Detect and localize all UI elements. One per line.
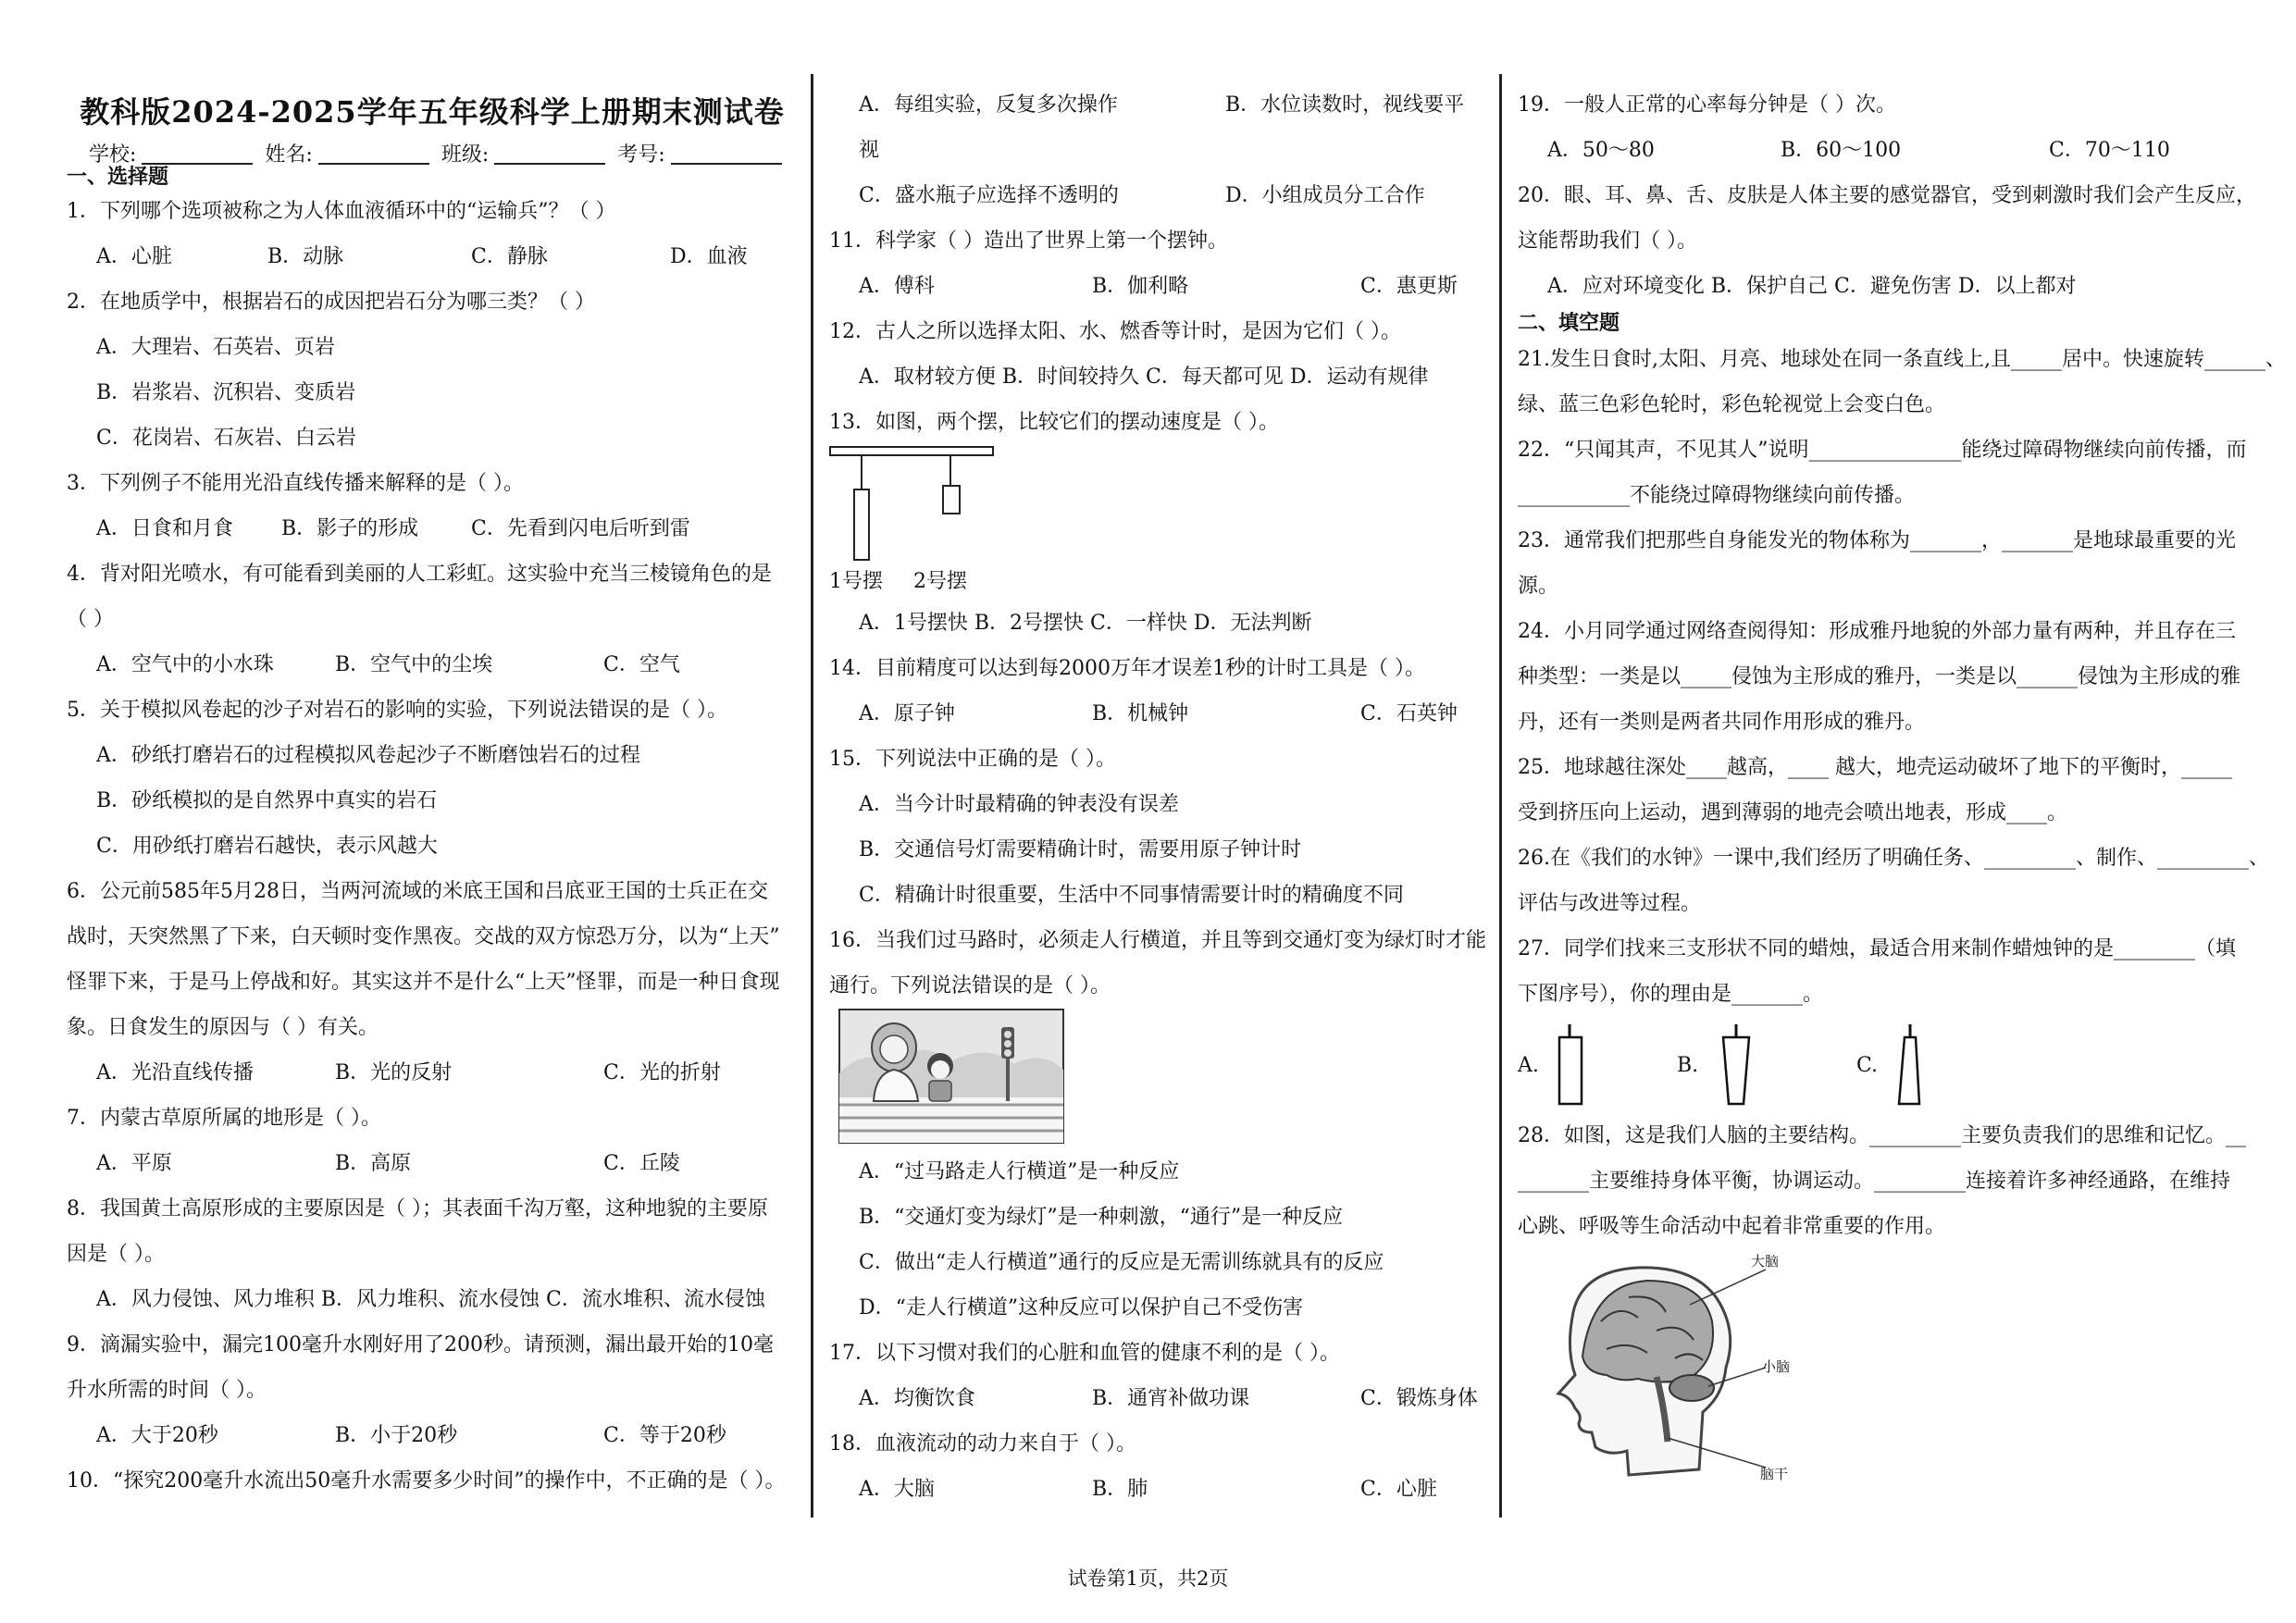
question-6-line-3: 怪罪下来，于是马上停战和好。其实这并不是什么“上天”怪罪，而是一种日食现 [67,971,780,994]
question-24-line-2: 种类型：一类是以_____侵蚀为主形成的雅丹，一类是以______侵蚀为主形成的雅 [1518,665,2241,688]
q10-option-c[interactable]: C．盛水瓶子应选择不透明的 [859,184,1119,207]
q1-options [67,234,798,279]
q2-option-b[interactable]: B．岩浆岩、沉积岩、变质岩 [96,381,356,404]
q4-option-a[interactable]: A．空气中的小水珠 [96,653,274,676]
q17-option-b[interactable]: B．通宵补做功课 [1092,1387,1250,1410]
candle-label-c: C. [1856,1054,1879,1077]
q4-options [67,642,798,688]
q13-options[interactable]: A．1号摆快 B．2号摆快 C．一样快 D．无法判断 [859,612,1312,635]
question-28-line-2: _______主要维持身体平衡，协调运动。_________连接着许多神经通路，在维持 [1518,1170,2231,1193]
question-4: 4．背对阳光喷水，有可能看到美丽的人工彩虹。这实验中充当三棱镜角色的是 [67,563,772,586]
q11-option-b[interactable]: B．伽利略 [1092,275,1189,298]
q10-options-ab [829,82,1486,128]
candle-c-icon [1892,1022,1929,1108]
question-21-line-2: 绿、蓝三色彩色轮时，彩色轮视觉上会变白色。 [1518,393,1946,416]
question-8-line-2: 因是（ ）。 [67,1243,165,1266]
pendulum-support-bar [830,447,993,455]
question-26-line-2: 评估与改进等过程。 [1518,892,1702,915]
column-3 [1518,82,2286,1497]
q18-option-b[interactable]: B．肺 [1092,1478,1148,1501]
question-6-line-1: 6．公元前585年5月28日，当两河流域的米底王国和吕底亚王国的士兵正在交 [67,880,768,903]
pendulum-diagram [829,445,1014,564]
q9-option-c[interactable]: C．等于20秒 [603,1424,726,1447]
candle-b-icon [1719,1022,1756,1108]
q19-option-a[interactable]: A．50～80 [1547,139,1655,162]
pendulum-2-bob [943,486,960,514]
question-23-line-1: 23．通常我们把那些自身能发光的物体称为_______，_______是地球最重要的光 [1518,529,2236,552]
q3-option-c[interactable]: C．先看到闪电后听到雷 [471,517,690,540]
brain-label-brainstem: 脑干 [1760,1466,1789,1482]
q1-option-a[interactable]: A．心脏 [96,245,172,268]
brain-figure [1518,1253,2258,1497]
q10-options-cd [829,173,1486,218]
q10-option-b[interactable]: B．水位读数时，视线要平 [1225,93,1465,117]
q5-option-b[interactable]: B．砂纸模拟的是自然界中真实的岩石 [96,789,438,812]
q14-option-a[interactable]: A．原子钟 [859,702,955,725]
q16-option-d[interactable]: D．“走人行横道”这种反应可以保护自己不受伤害 [859,1296,1304,1319]
question-18: 18．血液流动的动力来自于（ ）。 [829,1432,1136,1456]
q3-option-b[interactable]: B．影子的形成 [281,517,419,540]
q15-option-c[interactable]: C．精确计时很重要，生活中不同事情需要计时的精确度不同 [859,884,1404,907]
q12-options[interactable]: A．取材较方便 B．时间较持久 C．每天都可见 D．运动有规律 [859,365,1429,389]
pendulum-2-label: 2号摆 [913,570,967,593]
question-26-line-1: 26.在《我们的水钟》一课中,我们经历了明确任务、_________、制作、_________、 [1518,847,2269,870]
q15-option-b[interactable]: B．交通信号灯需要精确计时，需要用原子钟计时 [859,838,1302,861]
question-11: 11．科学家（ ）造出了世界上第一个摆钟。 [829,229,1228,253]
pendulum-1-label: 1号摆 [829,570,883,593]
pendulum-labels [829,564,1486,601]
column-divider-2 [1499,74,1502,1518]
question-22-line-1: 22．“只闻其声，不见其人”说明_______________能绕过障碍物继续向前传播，而 [1518,439,2247,462]
q5-option-a[interactable]: A．砂纸打磨岩石的过程模拟风卷起沙子不断磨蚀岩石的过程 [96,744,640,767]
q20-options[interactable]: A．应对环境变化 B．保护自己 C．避免伤害 D．以上都对 [1547,275,2077,298]
candle-figure [1518,1017,2258,1113]
pendulum-figure [829,445,1486,564]
q6-options [67,1050,798,1096]
q6-option-a[interactable]: A．光沿直线传播 [96,1061,254,1084]
exam-number-blank[interactable] [671,142,782,165]
question-6-line-4: 象。日食发生的原因与（ ）有关。 [67,1016,379,1039]
column-2 [829,82,1486,1512]
q10-option-d[interactable]: D．小组成员分工合作 [1225,184,1425,207]
student-info-line: 学校: 姓名: 班级: 考号: [89,139,788,167]
q7-option-c[interactable]: C．丘陵 [603,1152,680,1175]
q3-option-a[interactable]: A．日食和月食 [96,517,233,540]
q16-option-c[interactable]: C．做出“走人行横道”通行的反应是无需训练就具有的反应 [859,1251,1384,1274]
question-27-line-1: 27．同学们找来三支形状不同的蜡烛，最适合用来制作蜡烛钟的是________（填 [1518,937,2236,960]
question-6-line-2: 战时，天突然黑了下来，白天顿时变作黑夜。交战的双方惊恐万分，以为“上天” [67,925,780,948]
question-13: 13．如图，两个摆，比较它们的摆动速度是（ ）。 [829,411,1279,434]
question-25-line-1: 25．地球越往深处____越高，____ 越大，地壳运动破坏了地下的平衡时，_____ [1518,756,2232,779]
q16-option-b[interactable]: B．“交通灯变为绿灯”是一种刺激，“通行”是一种反应 [859,1206,1344,1229]
q7-option-a[interactable]: A．平原 [96,1152,172,1175]
question-24-line-3: 丹，还有一类则是两者共同作用形成的雅丹。 [1518,711,1926,734]
q4-option-b[interactable]: B．空气中的尘埃 [335,653,493,676]
candle-label-a: A. [1518,1054,1539,1077]
question-24-line-1: 24．小月同学通过网络查阅得知：形成雅丹地貌的外部力量有两种，并且存在三 [1518,620,2236,643]
question-1: 1．下列哪个选项被称之为人体血液循环中的“运输兵”？（ ） [67,200,616,223]
question-20-line-2: 这能帮助我们（ ）。 [1518,229,1697,253]
q17-options [829,1376,1486,1421]
q14-option-c[interactable]: C．石英钟 [1360,702,1458,725]
crosswalk-illustration [838,1009,1486,1149]
question-9-line-2: 升水所需的时间（ ）。 [67,1379,267,1402]
q11-option-c[interactable]: C．惠更斯 [1360,275,1458,298]
question-19: 19．一般人正常的心率每分钟是（ ）次。 [1518,93,1896,117]
q6-option-b[interactable]: B．光的反射 [335,1061,453,1084]
question-5: 5．关于模拟风卷起的沙子对岩石的影响的实验，下列说法错误的是（ ）。 [67,699,727,722]
q7-option-b[interactable]: B．高原 [335,1152,412,1175]
q2-option-a[interactable]: A．大理岩、石英岩、页岩 [96,336,335,359]
brain-label-cerebrum: 大脑 [1751,1253,1780,1270]
question-25-line-2: 受到挤压向上运动，遇到薄弱的地壳会喷出地表，形成____。 [1518,801,2068,824]
q1-option-b[interactable]: B．动脉 [267,245,344,268]
question-22-line-2: ___________不能绕过障碍物继续向前传播。 [1518,484,1916,507]
candle-label-b: B. [1677,1054,1699,1077]
section-title-choice: 一、选择题 [67,165,169,189]
q11-options [829,264,1486,309]
class-blank[interactable] [494,142,605,165]
question-12: 12．古人之所以选择太阳、水、燃香等计时，是因为它们（ ）。 [829,320,1401,343]
question-28-line-3: 心跳、呼吸等生命活动中起着非常重要的作用。 [1518,1215,1946,1238]
q10-option-a[interactable]: A．每组实验，反复多次操作 [859,93,1118,117]
q19-options [1518,128,2258,173]
column-1 [67,165,798,1504]
q9-option-a[interactable]: A．大于20秒 [96,1424,218,1447]
question-16-line-2: 通行。下列说法错误的是（ ）。 [829,974,1111,997]
question-27-line-2: 下图序号），你的理由是_______。 [1518,983,1824,1006]
q14-option-b[interactable]: B．机械钟 [1092,702,1189,725]
q4-option-c[interactable]: C．空气 [603,653,680,676]
q1-option-d[interactable]: D．血液 [670,245,748,268]
question-9-line-1: 9．滴漏实验中，漏完100毫升水刚好用了200秒。请预测，漏出最开始的10毫 [67,1333,774,1357]
q14-options [829,691,1486,737]
q9-option-b[interactable]: B．小于20秒 [335,1424,458,1447]
q8-options[interactable]: A．风力侵蚀、风力堆积 B．风力堆积、流水侵蚀 C．流水堆积、流水侵蚀 [96,1288,765,1311]
crosswalk-picture [838,1009,1064,1144]
q11-option-a[interactable]: A．傅科 [859,275,935,298]
q15-option-a[interactable]: A．当今计时最精确的钟表没有误差 [859,793,1179,816]
question-8-line-1: 8．我国黄土高原形成的主要原因是（ ）；其表面千沟万壑，这种地貌的主要原 [67,1197,768,1220]
q19-option-b[interactable]: B．60～100 [1781,139,1902,162]
q7-options [67,1141,798,1186]
q17-option-a[interactable]: A．均衡饮食 [859,1387,975,1410]
question-10: 10．“探究200毫升水流出50毫升水需要多少时间”的操作中，不正确的是（ ）。 [67,1469,786,1493]
question-3: 3．下列例子不能用光沿直线传播来解释的是（ ）。 [67,472,524,495]
q1-option-c[interactable]: C．静脉 [471,245,548,268]
q5-option-c[interactable]: C．用砂纸打磨岩石越快，表示风越大 [96,835,438,858]
school-blank[interactable] [142,142,253,165]
question-7: 7．内蒙古草原所属的地形是（ ）。 [67,1107,381,1130]
question-21-line-1: 21.发生日食时,太阳、月亮、地球处在同一条直线上,且_____居中。快速旋转______、 [1518,348,2286,371]
pendulum-1-bob [854,489,869,560]
q17-option-c[interactable]: C．锻炼身体 [1360,1387,1478,1410]
question-15: 15．下列说法中正确的是（ ）。 [829,748,1116,771]
question-4-bracket: （ ） [67,608,114,631]
page-footer: 试卷第1页，共2页 [1067,1567,1229,1590]
question-2: 2．在地质学中，根据岩石的成因把岩石分为哪三类？（ ） [67,291,595,314]
page-title: 教科版2024-2025学年五年级科学上册期末测试卷 [80,94,785,130]
q2-option-c[interactable]: C．花岗岩、石灰岩、白云岩 [96,427,356,450]
question-20-line-1: 20．眼、耳、鼻、舌、皮肤是人体主要的感觉器官，受到刺激时我们会产生反应， [1518,184,2256,207]
question-23-line-2: 源。 [1518,575,1559,598]
section-title-fill: 二、填空题 [1518,311,1620,335]
candle-a-icon [1555,1022,1592,1108]
question-28-line-1: 28．如图，这是我们人脑的主要结构。_________主要负责我们的思维和记忆。__ [1518,1124,2246,1147]
question-17: 17．以下习惯对我们的心脏和血管的健康不利的是（ ）。 [829,1342,1340,1365]
question-16-line-1: 16．当我们过马路时，必须走人行横道，并且等到交通灯变为绿灯时才能 [829,929,1486,952]
q3-options [67,506,798,551]
brain-diagram [1518,1257,1795,1488]
name-blank[interactable] [318,142,429,165]
q19-option-c[interactable]: C．70～110 [2049,139,2170,162]
q18-option-c[interactable]: C．心脏 [1360,1478,1437,1501]
q18-option-a[interactable]: A．大脑 [859,1478,935,1501]
q16-option-a[interactable]: A．“过马路走人行横道”是一种反应 [859,1160,1180,1183]
q18-options [829,1467,1486,1512]
q6-option-c[interactable]: C．光的折射 [603,1061,721,1084]
question-14: 14．目前精度可以达到每2000万年才误差1秒的计时工具是（ ）。 [829,657,1425,680]
q9-options [67,1413,798,1458]
column-divider-1 [811,74,813,1518]
q10-option-b-continued: 视 [859,139,880,162]
brain-label-cerebellum: 小脑 [1762,1358,1791,1375]
